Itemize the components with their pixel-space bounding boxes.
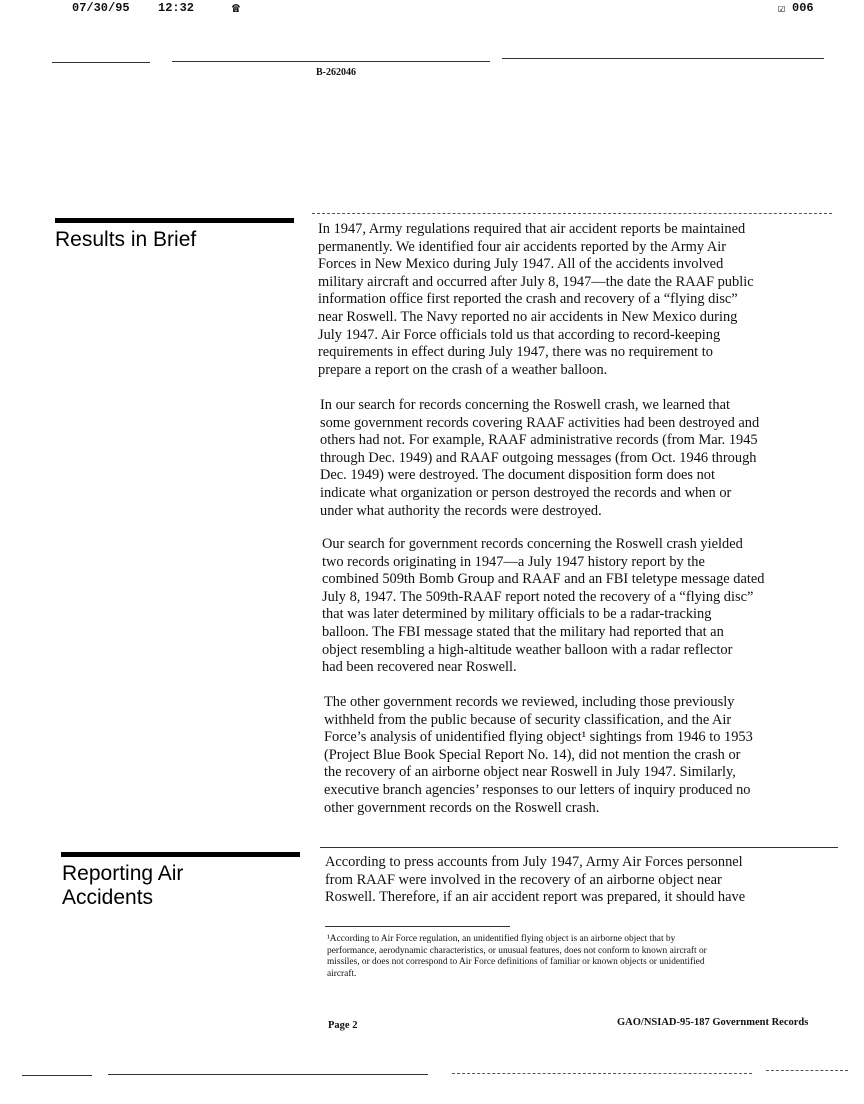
report-identifier: GAO/NSIAD-95-187 Government Records <box>617 1017 809 1028</box>
paragraph: The other government records we reviewed, including those previously withheld from the public because of security classification, and the Air Force’s analysis of unidentified flying object¹ sightings from 1946 to 1953 (Project Blue Book Special Report No. 14), did not mention the crash or the recovery of an airborne object near Roswell in July 1947. Similarly, executive branch agencies’ responses to our letters of inquiry produced no other government records on the Roswell crash. <box>324 694 753 816</box>
footnote: ¹According to Air Force regulation, an unidentified flying object is an airborne object that by performance, aerodynamic characteristics, or unusual features, does not conform to known aircraft or missiles, or does not correspond to Air Force definitions of familiar or known objects or unidentified aircraft. <box>327 934 707 980</box>
fax-time: 12:32 <box>158 1 195 15</box>
scan-rule <box>452 1073 752 1074</box>
section-heading-results-in-brief: Results in Brief <box>55 228 197 251</box>
scan-rule <box>172 61 490 62</box>
fax-header <box>0 0 864 20</box>
scan-rule <box>22 1075 92 1076</box>
paragraph: In 1947, Army regulations required that air accident reports be maintained permanently. We identified four air accidents reported by the Army Air Forces in New Mexico during July 1947. All of the accidents involved military aircraft and occurred after July 8, 1947—the date the RAAF public information office first reported the crash and recovery of a “flying disc” near Roswell. The Navy reported no air accidents in New Mexico during July 1947. Air Force officials told us that according to record-keeping requirements in effect during July 1947, there was no requirement to prepare a report on the crash of a weather balloon. <box>318 221 754 378</box>
section-heading-reporting-air-accidents: Reporting Air Accidents <box>62 862 184 909</box>
paragraph: According to press accounts from July 1947, Army Air Forces personnel from RAAF were involved in the recovery of an airborne object near Roswell. Therefore, if an air accident report was prepared, it should have <box>325 854 746 906</box>
footnote-rule <box>325 926 510 927</box>
scan-rule <box>52 62 150 63</box>
section-heading-bar <box>61 852 300 857</box>
fax-checkbox-icon: ☑ <box>778 2 786 16</box>
fax-date: 07/30/95 <box>72 1 130 15</box>
page-number: Page 2 <box>328 1020 358 1031</box>
paragraph: Our search for government records concerning the Roswell crash yielded two records originating in 1947—a July 1947 history report by the combined 509th Bomb Group and RAAF and an FBI teletype message dated July 8, 1947. The 509th-RAAF report noted the recovery of a “flying disc” that was later determined by military officials to be a radar-tracking balloon. The FBI message stated that the military had reported that an object resembling a high-altitude weather balloon with a radar reflector had been recovered near Roswell. <box>322 536 765 676</box>
section-rule <box>312 213 832 214</box>
fax-page-code: 006 <box>792 1 814 15</box>
telephone-icon: ☎ <box>232 1 240 16</box>
section-heading-bar <box>55 218 294 223</box>
scan-rule <box>108 1074 428 1075</box>
document-number: B-262046 <box>316 67 356 78</box>
scan-rule <box>766 1070 848 1071</box>
section-rule <box>320 847 838 848</box>
paragraph: In our search for records concerning the Roswell crash, we learned that some government records covering RAAF activities had been destroyed and others had not. For example, RAAF administrative records (from Mar. 1945 through Dec. 1949) and RAAF outgoing messages (from Oct. 1946 through Dec. 1949) were destroyed. The document disposition form does not indicate what organization or person destroyed the records and when or under what authority the records were destroyed. <box>320 397 760 519</box>
scan-rule <box>502 58 824 59</box>
